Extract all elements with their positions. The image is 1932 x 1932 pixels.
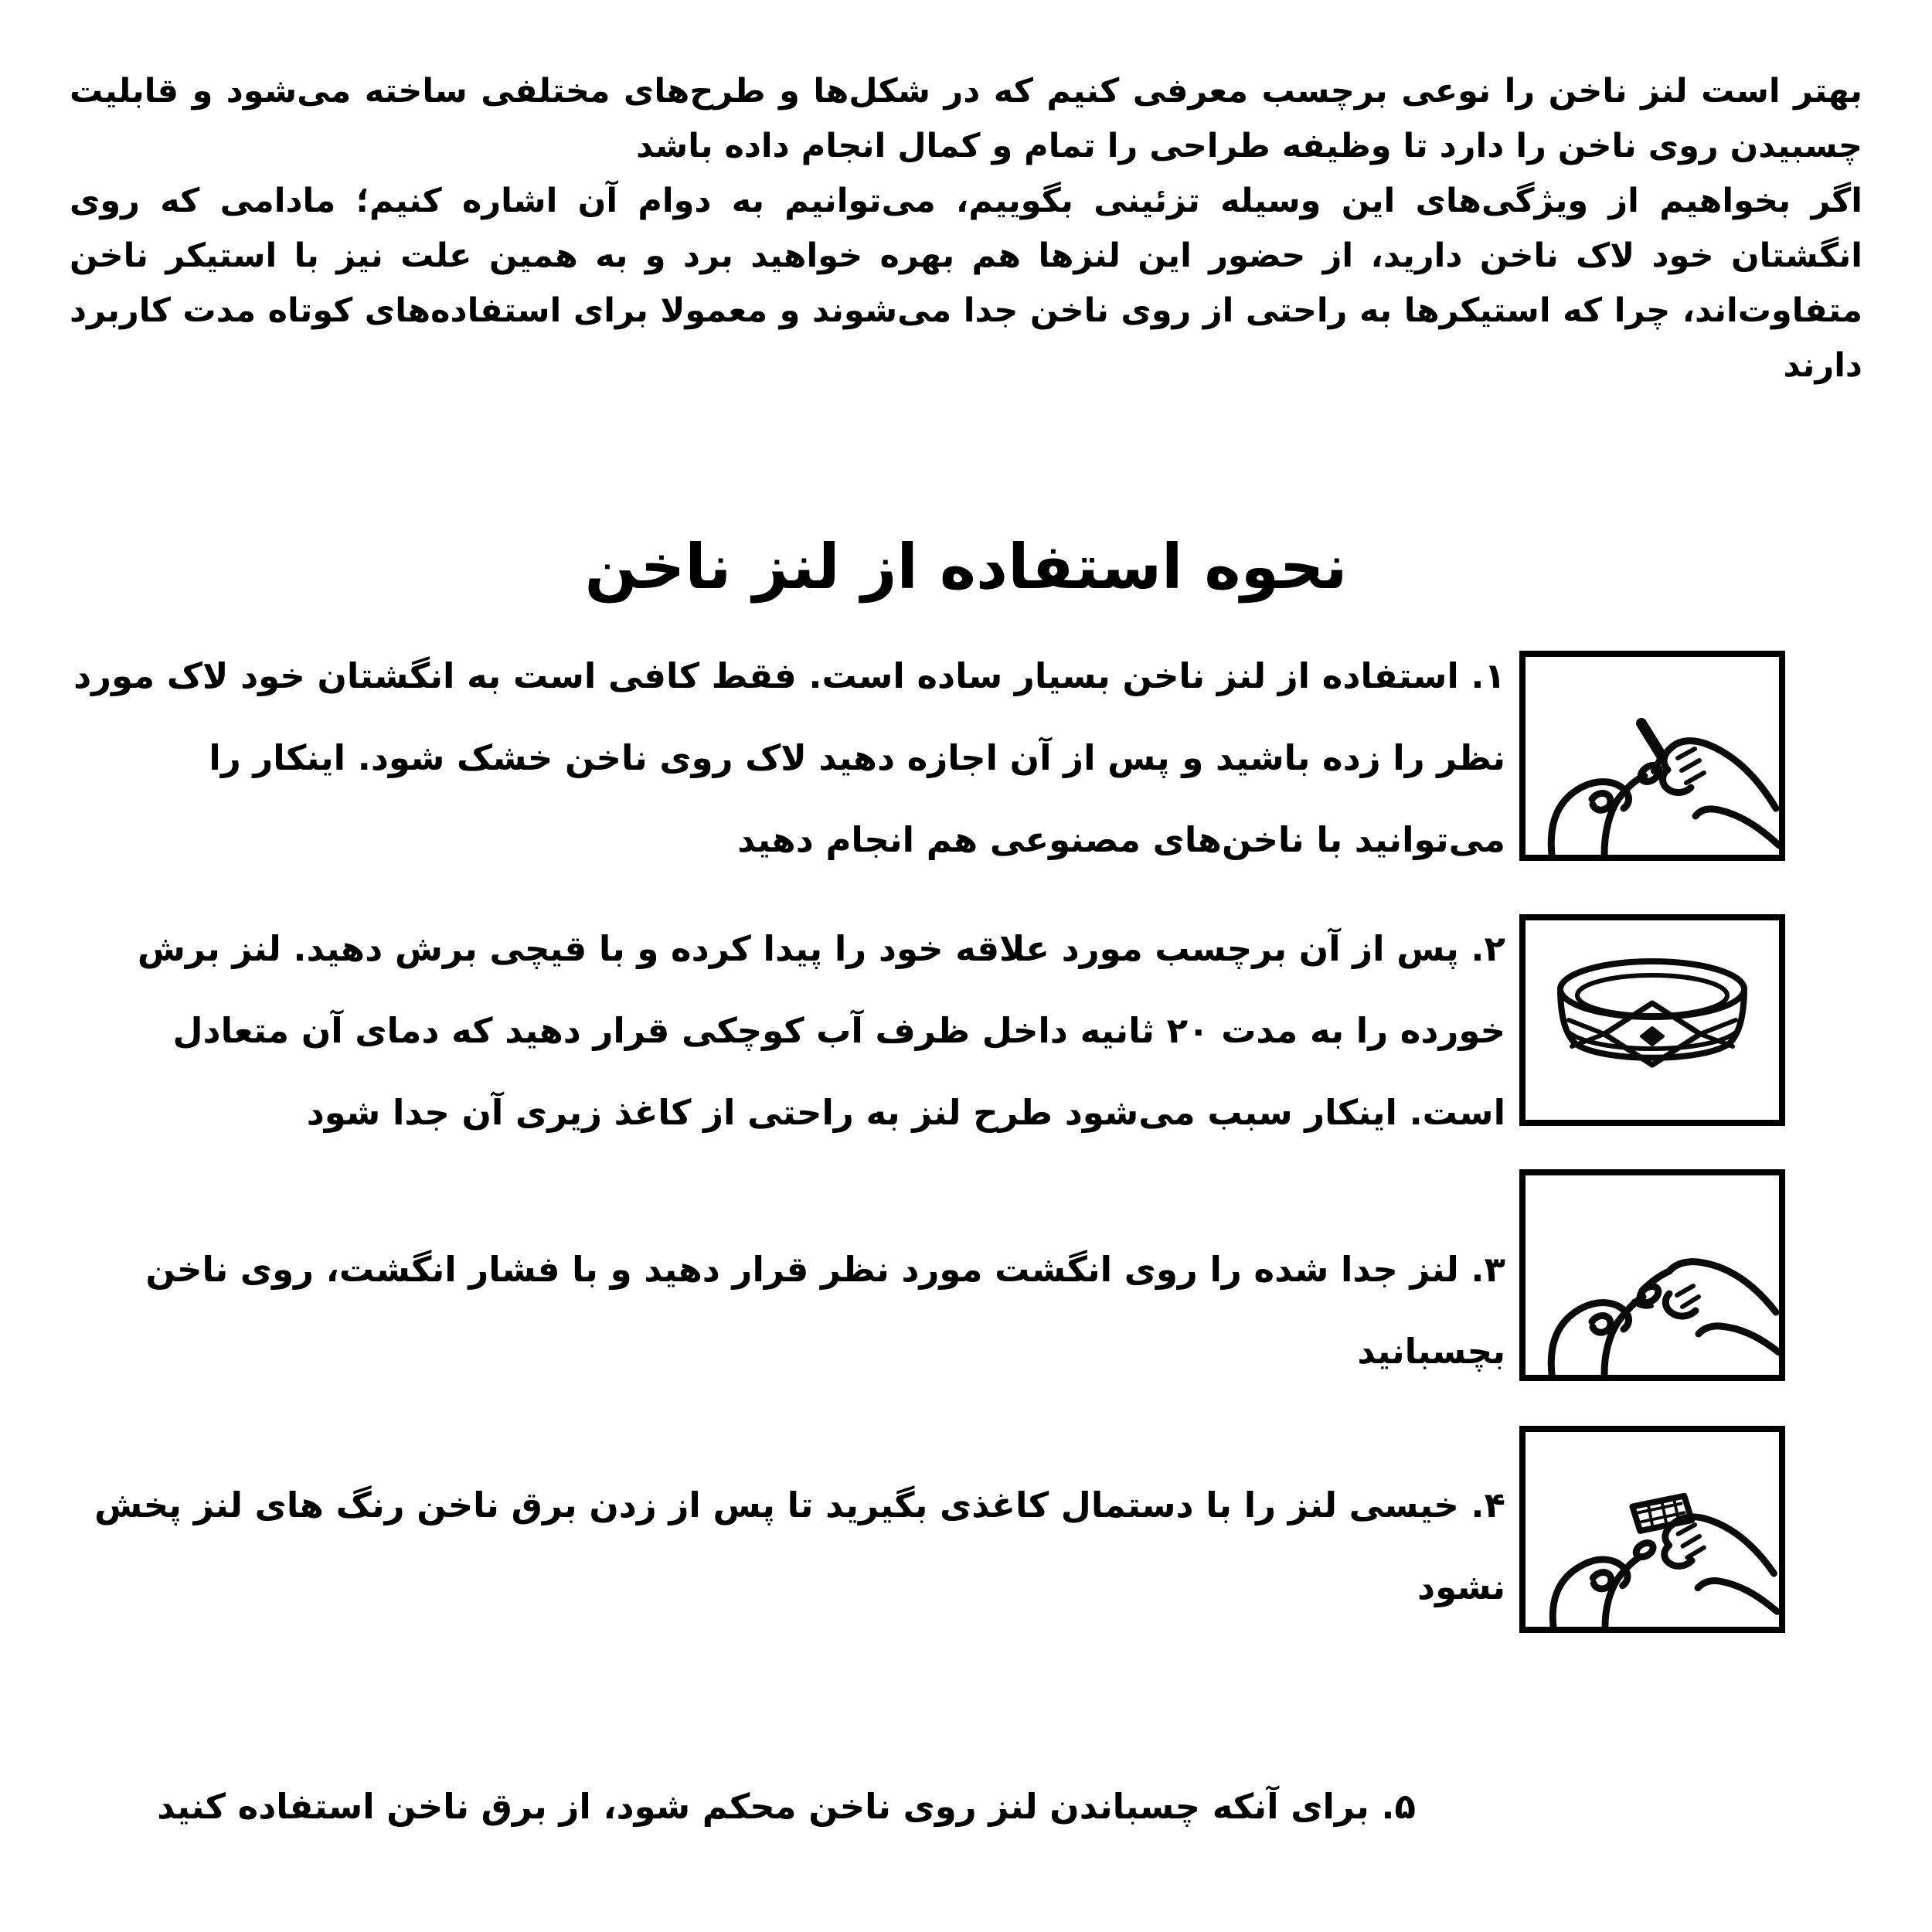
figure-step-4 [1519, 1426, 1785, 1633]
section-heading: نحوه استفاده از لنز ناخن [584, 531, 1348, 603]
hands-pressing-lens-illustration [1526, 1175, 1779, 1375]
intro-paragraph-2: اگر بخواهیم از ویژگی‌های این وسیله تزئینی بگوییم، می‌توانیم به دوام آن اشاره کنیم؛ مادامی که روی انگشتان خود لاک ناخن دارید، از حضور این لنزها هم بهره خواهید برد و به همین علت نیز با استیکر ناخن متفاوت‌اند، چرا که استیکرها به راحتی از روی ناخن جدا می‌شوند و معمولا برای استفاده‌های کوتاه مدت کاربرد دارند [70, 182, 1862, 385]
step-1-text: ۱. استفاده از لنز ناخن بسیار ساده است. فقط کافی است به انگشتان خود لاک مورد نظر را زده باشید و پس از آن اجازه دهید لاک روی ناخن خشک شود. اینکار را می‌توانید با ناخن‌های مصنوعی هم انجام دهید [73, 655, 1505, 860]
figure-step-1 [1519, 651, 1785, 861]
water-bowl-illustration [1526, 920, 1779, 1120]
figure-step-2 [1519, 914, 1785, 1126]
step-2-text: ۲. پس از آن برچسب مورد علاقه خود را پیدا کرده و با قیچی برش دهید. لنز برش خورده را به مدت ۲۰ ثانیه داخل ظرف آب کوچکی قرار دهید که دمای آن متعادل است. اینکار سبب می‌شود طرح لنز به راحتی از کاغذ زیری آن جدا شود [137, 928, 1505, 1133]
hands-drying-tissue-illustration [1526, 1432, 1779, 1627]
figure-step-3 [1519, 1169, 1785, 1381]
step-4-text: ۴. خیسی لنز را با دستمال کاغذی بگیرید تا پس از زدن برق ناخن رنگ های لنز پخش نشود [94, 1485, 1505, 1607]
step-5-text: ۵. برای آنکه چسباندن لنز روی ناخن محکم شود، از برق ناخن استفاده کنید [157, 1786, 1416, 1827]
intro-block [70, 64, 1862, 393]
intro-paragraph-1: بهتر است لنز ناخن را نوعی برچسب معرفی کنیم که در شکل‌ها و طرح‌های مختلفی ساخته می‌شود و قابلیت چسبیدن روی ناخن را دارد تا وظیفه طراحی را تمام و کمال انجام داده باشد [70, 72, 1862, 165]
step-3-text: ۳. لنز جدا شده را روی انگشت مورد نظر قرار دهید و با فشار انگشت، روی ناخن بچسبانید [145, 1249, 1505, 1372]
hands-painting-nail-illustration [1526, 657, 1779, 855]
